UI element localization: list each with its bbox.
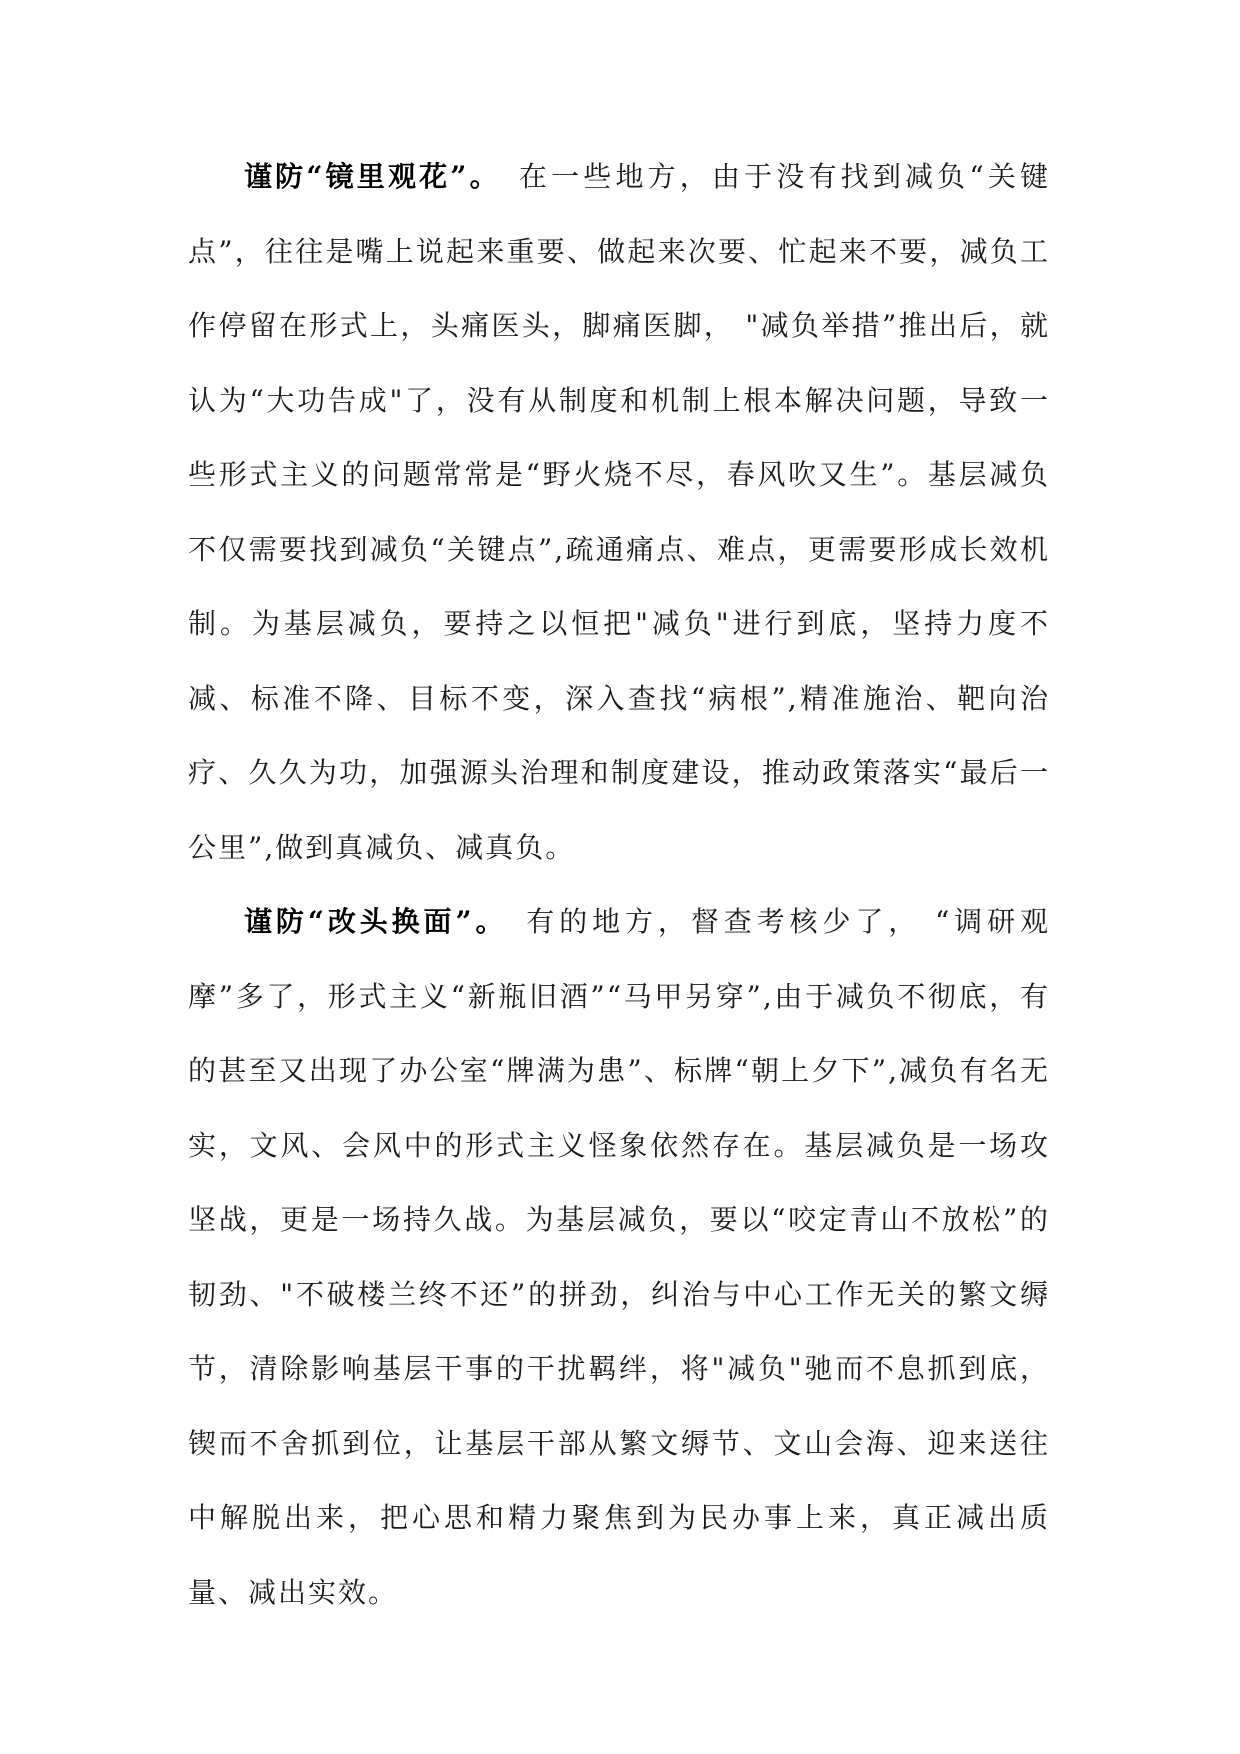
paragraph-2 [188,885,1050,1630]
paragraph-1-text: 在一些地方，由于没有找到减负“关键点”，往往是嘴上说起来重要、做起来次要、忙起来不要，减负工作停留在形式上，头痛医头，脚痛医脚， "减负举措”推出后，就认为“大功告成"了，没有从制度和机制上根本解决问题，导致一些形式主义的问题常常是“野火烧不尽，春风吹又生”。基层减负不仅需要找到减负“关键点”,疏通痛点、难点，更需要形成长效机制。为基层减负，要持之以恒把"减负"进行到底，坚持力度不减、标准不降、目标不变，深入查找“病根”,精准施治、靶向治疗、久久为功，加强源头治理和制度建设，推动政策落实“最后一公里”,做到真减负、减真负。 [188,160,1050,864]
paragraph-1-heading: 谨防“镜里观花”。 [244,160,501,193]
paragraph-1 [188,140,1050,885]
paragraph-2-heading: 谨防“改头换面”。 [244,905,508,938]
document-body [188,140,1050,1630]
paragraph-2-text: 有的地方，督查考核少了， “调研观摩”多了，形式主义“新瓶旧酒”“马甲另穿”,由于减负不彻底，有的甚至又出现了办公室“牌满为患”、标牌“朝上夕下”,减负有名无实，文风、会风中的形式主义怪象依然存在。基层减负是一场攻坚战，更是一场持久战。为基层减负，要以“咬定青山不放松”的韧劲、"不破楼兰终不还”的拼劲，纠治与中心工作无关的繁文缛节，清除影响基层干事的干扰羁绊，将"减负"驰而不息抓到底，锲而不舍抓到位，让基层干部从繁文缛节、文山会海、迎来送往中解脱出来，把心思和精力聚焦到为民办事上来，真正减出质量、减出实效。 [188,905,1050,1609]
